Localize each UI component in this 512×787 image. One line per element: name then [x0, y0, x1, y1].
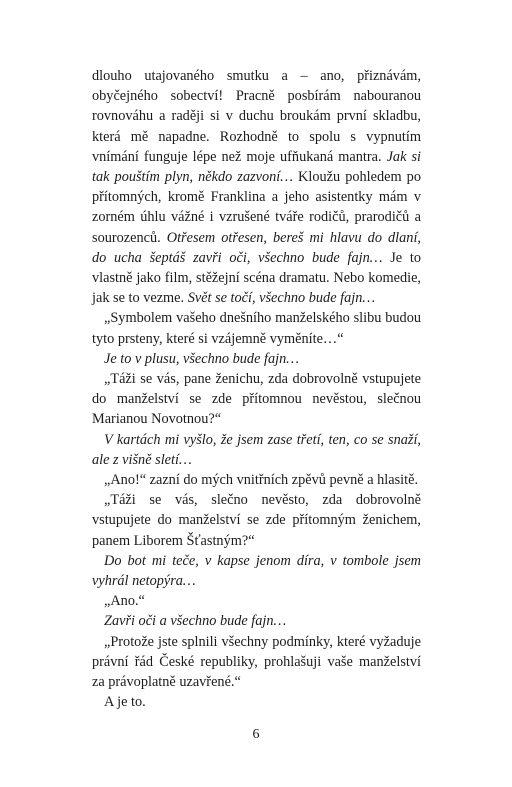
paragraph-6 — [92, 470, 421, 490]
paragraph-2 — [92, 308, 421, 348]
paragraph-11 — [92, 632, 421, 693]
text-segment: „Ano.“ — [104, 593, 145, 610]
body-text — [92, 66, 421, 713]
text-segment: „Táži se vás, slečno nevěsto, zda dobrovolně vstupujete do manželství se zde přítomným ženichem, panem Liborem Šťastným?“ — [92, 492, 421, 549]
paragraph-10 — [92, 611, 421, 631]
italic-segment: Otřesem otřesen, bereš mi hlavu do dlaní, do ucha šeptáš zavři oči, všechno bude fajn… — [92, 229, 421, 266]
text-segment: „Protože jste splnili všechny podmínky, které vyžaduje právní řád České republiky, prohlašuji vaše manželství za právoplatně uzavřené.“ — [92, 633, 421, 691]
text-segment: Je to vlastně jako film, stěžejní scéna dramatu. Nebo komedie, jak se to vezme. — [92, 249, 421, 307]
text-segment: Kloužu pohledem po přítomných, kromě Franklina a jeho asistentky mám v zorném úhlu vážné i vzrušené tváře rodičů, prarodičů a sourozenců. — [92, 169, 421, 246]
paragraph-5 — [92, 430, 421, 470]
italic-segment: Jak si tak pouštím plyn, někdo zazvoní… — [92, 148, 422, 186]
text-segment: „Symbolem vašeho dnešního manželského slibu budou tyto prsteny, které si vzájemně vyměníte…“ — [92, 310, 421, 347]
italic-segment: Do bot mi teče, v kapse jenom díra, v tombole jsem vyhrál netopýra… — [92, 552, 421, 590]
paragraph-4 — [92, 369, 421, 430]
italic-segment: V kartách mi vyšlo, že jsem zase třetí, ten, co se snaží, ale z višně sletí… — [92, 431, 421, 468]
italic-segment: Svět se točí, všechno bude fajn… — [187, 290, 376, 307]
italic-segment: Je to v plusu, všechno bude fajn… — [104, 350, 299, 367]
text-segment: A je to. — [104, 694, 146, 711]
paragraph-3 — [92, 349, 421, 369]
page-number: 6 — [252, 727, 260, 742]
paragraph-12 — [92, 692, 421, 712]
paragraph-8 — [92, 551, 421, 591]
paragraph-9 — [92, 591, 421, 611]
paragraph-7 — [92, 490, 421, 551]
paragraph-1 — [92, 66, 421, 308]
text-segment: „Táži se vás, pane ženichu, zda dobrovolně vstupujete do manželství se zde přítomnou nevěstou, slečnou Marianou Novotnou?“ — [92, 371, 421, 428]
text-segment: „Ano!“ zazní do mých vnitřních zpěvů pevně a hlasitě. — [104, 472, 419, 489]
text-segment: dlouho utajovaného smutku a – ano, přiznávám, obyčejného sobectví! Pracně posbírám nabouranou rovnováhu a raději si v duchu broukám první skladbu, která mě napadne. Rozhodně to spolu s vypnutím vnímání funguje lépe než moje ufňukaná mantra. — [92, 68, 421, 165]
italic-segment: Zavři oči a všechno bude fajn… — [104, 613, 287, 630]
